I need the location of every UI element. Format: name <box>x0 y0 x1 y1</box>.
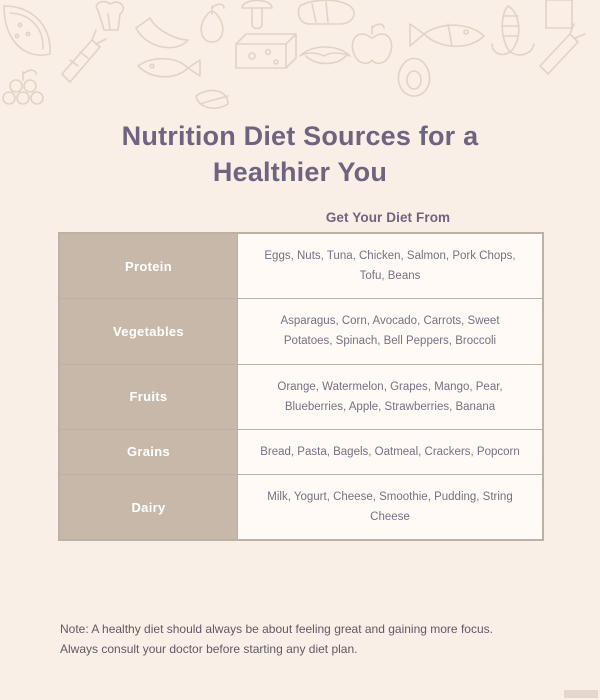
table-row <box>60 299 543 364</box>
corner-watermark <box>564 690 598 698</box>
items-cell: Asparagus, Corn, Avocado, Carrots, Sweet Potatoes, Spinach, Bell Peppers, Broccoli <box>238 299 543 364</box>
category-cell: Dairy <box>60 474 238 539</box>
items-cell: Eggs, Nuts, Tuna, Chicken, Salmon, Pork Chops, Tofu, Beans <box>238 234 543 299</box>
table-row <box>60 474 543 539</box>
footer-note: Note: A healthy diet should always be about feeling great and gaining more focus. Always consult your doctor before starting any diet plan. <box>60 622 493 656</box>
page-title: Nutrition Diet Sources for a Healthier You <box>121 121 479 188</box>
diet-table <box>58 232 544 541</box>
table-row <box>60 234 543 299</box>
category-cell: Protein <box>60 234 238 299</box>
category-cell: Grains <box>60 429 238 474</box>
table-row <box>60 364 543 429</box>
items-cell: Bread, Pasta, Bagels, Oatmeal, Crackers, Popcorn <box>238 429 543 474</box>
food-doodle-border <box>0 0 600 120</box>
items-cell: Milk, Yogurt, Cheese, Smoothie, Pudding, String Cheese <box>238 474 543 539</box>
table-heading: Get Your Diet From <box>325 210 451 225</box>
items-cell: Orange, Watermelon, Grapes, Mango, Pear, Blueberries, Apple, Strawberries, Banana <box>238 364 543 429</box>
category-cell: Fruits <box>60 364 238 429</box>
category-cell: Vegetables <box>60 299 238 364</box>
table-row <box>60 429 543 474</box>
